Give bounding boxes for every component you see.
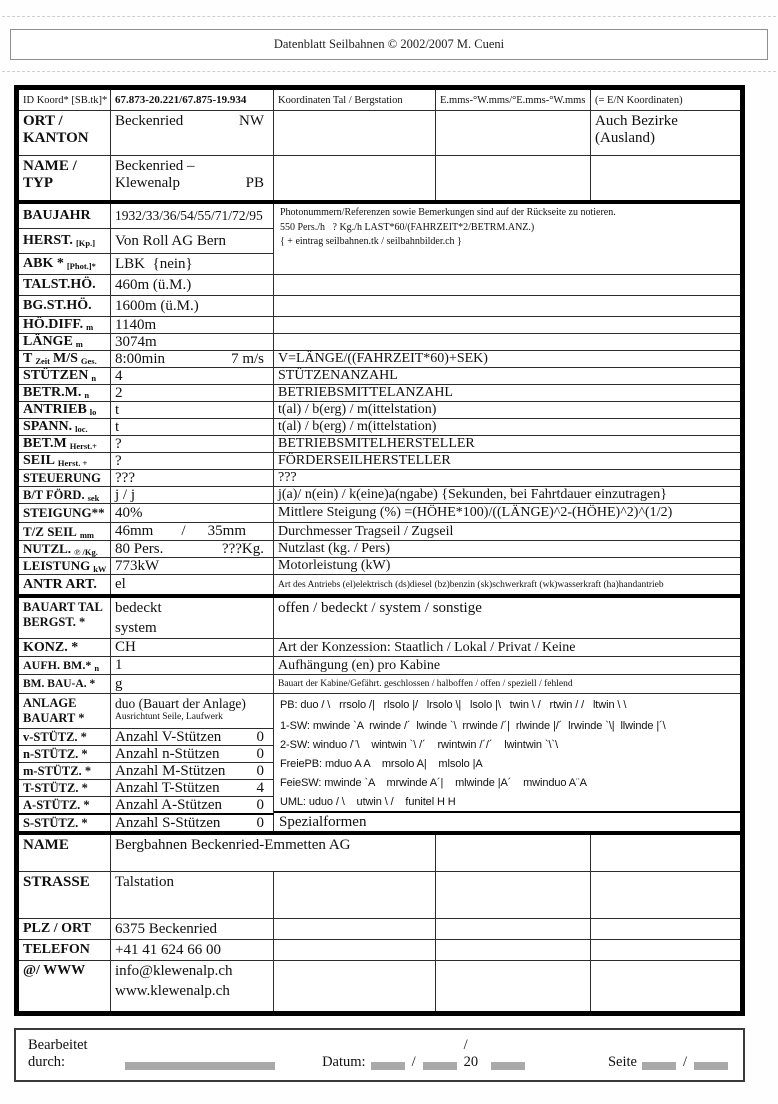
- table-row: [19, 872, 740, 919]
- row-value: el: [111, 575, 274, 594]
- row-value: 3074m: [111, 334, 274, 350]
- table-row: [19, 657, 740, 675]
- row-label: LÄNGE m: [19, 334, 111, 350]
- code-line: PB: duo / \ rrsolo /| rlsolo |/ lrsolo \| lsolo |\ twin \ / rtwin / / ltwin \ \: [280, 699, 627, 711]
- anlage-left: [19, 694, 274, 831]
- row-cell: [436, 961, 591, 1011]
- row-value: info@klewenalp.ch www.klewenalp.ch: [111, 961, 274, 1011]
- row-desc: offen / bedeckt / system / sonstige: [278, 600, 482, 616]
- row-label: B/T FÖRD. sek: [19, 487, 111, 503]
- row-label: T Zeit M/S Ges.: [19, 351, 111, 367]
- row-value: 2: [111, 385, 274, 401]
- table-row: [19, 351, 740, 368]
- row-label: SPANN. loc.: [19, 419, 111, 435]
- row-label: ORT / KANTON: [19, 111, 111, 155]
- row-value: 1: [111, 657, 274, 674]
- table-row: [19, 835, 740, 872]
- row-value: Anzahl T-Stützen 4: [111, 780, 274, 796]
- row-cell: [274, 940, 436, 960]
- row-value: 1600m (ü.M.): [111, 296, 274, 316]
- row-value: t: [111, 402, 274, 418]
- row-desc: STÜTZENANZAHL: [278, 368, 398, 383]
- row-label: TALST.HÖ.: [19, 275, 111, 295]
- row-label: BAUJAHR: [19, 204, 111, 228]
- row-value: 1932/33/36/54/55/71/72/95: [111, 204, 274, 228]
- table-row: [19, 453, 740, 470]
- table-row: [19, 558, 740, 575]
- table-row: [19, 334, 740, 351]
- row-value: Anzahl n-Stützen 0: [111, 746, 274, 762]
- row-value: 8:00min 7 m/s: [111, 351, 274, 367]
- row-label: SEIL Herst. +: [19, 453, 111, 469]
- row-label: PLZ / ORT: [19, 919, 111, 939]
- table-row: [19, 487, 740, 504]
- row-label: HERST. [Kp.]: [19, 229, 111, 253]
- row-desc: Aufhängung (en) pro Kabine: [278, 657, 441, 673]
- table-row: [19, 694, 274, 729]
- table-row: [19, 156, 740, 200]
- row-label: ANTRIEB lo: [19, 402, 111, 418]
- row-value: t: [111, 419, 274, 435]
- row-value: ???: [111, 470, 274, 486]
- page-total-blank-field[interactable]: [694, 1062, 728, 1070]
- row-value: 40%: [111, 504, 274, 522]
- table-row: [19, 504, 740, 523]
- row-value: LBK {nein}: [111, 254, 274, 274]
- row-label: ABK * [Phot.]*: [19, 254, 111, 274]
- row-label: BM. BAU-A. *: [19, 675, 111, 693]
- row-cell: Auch Bezirke (Ausland): [595, 113, 678, 146]
- anlage-codes: [274, 694, 740, 831]
- row-cell: Koordinaten Tal / Bergstation: [274, 90, 436, 110]
- row-desc: [274, 275, 740, 295]
- row-value: 46mm / 35mm: [111, 523, 274, 540]
- note-line: Photonummern/Referenzen sowie Bemerkungen sind auf der Rückseite zu notieren.: [280, 207, 616, 218]
- row-desc: BETRIEBSMITELHERSTELLER: [278, 436, 475, 451]
- row-value: 6375 Beckenried: [111, 919, 274, 939]
- row-desc: j(a)/ n(ein) / k(eine)a(ngabe) {Sekunden, bei Fahrtdauer einzutragen}: [278, 487, 667, 502]
- table-row: [19, 317, 740, 334]
- row-value: 773kW: [111, 558, 274, 574]
- date-year-blank-field[interactable]: [491, 1062, 525, 1070]
- baujahr-block: [19, 204, 740, 275]
- date-day-blank-field[interactable]: [371, 1062, 405, 1070]
- row-cell: [436, 111, 591, 155]
- row-cell: [274, 919, 436, 939]
- row-desc: Mittlere Steigung (%) =(HÖHE*100)/((LÄNGE)^2-(HÖHE)^2)^(1/2): [278, 505, 673, 520]
- page-header-box: [10, 29, 768, 60]
- table-row: [19, 368, 740, 385]
- row-label: NAME: [19, 835, 111, 871]
- edited-by-label: Bearbeitet durch:: [28, 1037, 88, 1070]
- row-desc: ???: [278, 470, 297, 485]
- table-row: [19, 275, 740, 296]
- row-label: ANLAGE BAUART *: [19, 694, 111, 728]
- row-cell: [274, 872, 436, 918]
- row-label: T-STÜTZ. *: [19, 780, 111, 796]
- table-row: [19, 729, 274, 746]
- table-row: [19, 598, 740, 639]
- table-row: [19, 961, 740, 1011]
- row-cell: [274, 111, 436, 155]
- table-row: [19, 204, 274, 229]
- row-label: STEUERUNG: [19, 470, 111, 486]
- row-cell: (= E/N Koordinaten): [595, 94, 683, 106]
- page-label: Seite: [607, 1054, 637, 1070]
- row-label: STEIGUNG**: [19, 504, 111, 522]
- table-row: [19, 639, 740, 657]
- row-value: Anzahl S-Stützen 0: [111, 815, 274, 831]
- row-cell: [436, 919, 591, 939]
- row-value: Talstation: [111, 872, 274, 918]
- code-line: UML: uduo / \ utwin \ / funitel H H: [280, 795, 456, 808]
- table-row: [19, 90, 740, 111]
- row-value: CH: [111, 639, 274, 656]
- row-value: 460m (ü.M.): [111, 275, 274, 295]
- date-year-prefix: / 20: [463, 1037, 479, 1070]
- row-label: STÜTZEN n: [19, 368, 111, 384]
- row-label: NUTZL. ℗ /Kg.: [19, 541, 111, 557]
- row-value: +41 41 624 66 00: [111, 940, 274, 960]
- row-cell: [591, 872, 740, 918]
- note-line: { + eintrag seilbahnen.tk / seilbahnbilder.ch }: [280, 236, 462, 247]
- table-row: [19, 675, 740, 694]
- table-row: [19, 111, 740, 156]
- page-title: Datenblatt Seilbahnen © 2002/2007 M. Cueni: [273, 37, 505, 51]
- row-desc: Motorleistung (kW): [278, 558, 391, 573]
- row-cell: [591, 156, 740, 200]
- page-separator: /: [682, 1054, 687, 1070]
- code-line: 1-SW: mwinde `A rwinde /´ lwinde `\ rrwinde /´| rlwinde |/´ lrwinde `\| llwinde |´\: [280, 719, 666, 732]
- table-row: [19, 919, 740, 940]
- row-value: g: [111, 675, 274, 693]
- row-cell: [436, 156, 591, 200]
- row-desc: [274, 296, 740, 316]
- table-row: [19, 813, 274, 831]
- table-row: [19, 763, 274, 780]
- row-label: ANTR ART.: [19, 575, 111, 594]
- table-row: [19, 746, 274, 763]
- row-value: Beckenried NW: [111, 111, 274, 155]
- row-label: BET.M Herst.+: [19, 436, 111, 452]
- row-value: j / j: [111, 487, 274, 503]
- datasheet-table: [14, 85, 745, 1016]
- row-value: 1140m: [111, 317, 274, 333]
- anlage-block: [19, 694, 740, 831]
- row-cell: [436, 940, 591, 960]
- table-row: [19, 575, 740, 594]
- page-number-blank-field[interactable]: [642, 1062, 676, 1070]
- row-value: bedeckt system: [111, 598, 274, 638]
- date-label: Datum:: [322, 1054, 366, 1070]
- row-value: 80 Pers. ???Kg.: [111, 541, 274, 557]
- baujahr-left: [19, 204, 274, 274]
- row-desc: Art des Antriebs (el)elektrisch (ds)diesel (bz)benzin (sk)schwerkraft (wk)wasserkraft (ha)handantrieb: [278, 579, 664, 590]
- row-desc: Durchmesser Tragseil / Zugseil: [278, 523, 454, 539]
- row-label: AUFH. BM.* n: [19, 657, 111, 674]
- row-desc: BETRIEBSMITTELANZAHL: [278, 385, 453, 400]
- table-row: [19, 436, 740, 453]
- row-desc: V=LÄNGE/((FAHRZEIT*60)+SEK): [278, 351, 488, 366]
- date-month-blank-field[interactable]: [423, 1062, 457, 1070]
- row-cell: [436, 835, 591, 871]
- table-row: [19, 419, 740, 436]
- table-row: [19, 780, 274, 797]
- row-value: duo (Bauart der Anlage) Ausrichtunt Seile, Laufwerk: [111, 694, 274, 728]
- table-row: [19, 229, 274, 254]
- row-label: T/Z SEIL mm: [19, 523, 111, 540]
- row-value: ?: [111, 453, 274, 469]
- row-label: BETR.M. n: [19, 385, 111, 401]
- table-row: [19, 402, 740, 419]
- table-row: [19, 940, 740, 961]
- spezialformen-label: Spezialformen: [279, 813, 367, 830]
- row-label: NAME / TYP: [19, 156, 111, 200]
- photo-note: [274, 204, 740, 274]
- row-desc: FÖRDERSEILHERSTELLER: [278, 453, 451, 468]
- row-label: A-STÜTZ. *: [19, 797, 111, 813]
- row-label: BAUART TAL BERGST. *: [19, 598, 111, 638]
- row-desc: [274, 317, 740, 333]
- row-label: BG.ST.HÖ.: [19, 296, 111, 316]
- row-desc: Art der Konzession: Staatlich / Lokal / Privat / Keine: [278, 639, 576, 655]
- edited-by-blank-field[interactable]: [125, 1062, 275, 1070]
- table-row: [19, 523, 740, 541]
- table-row: [19, 541, 740, 558]
- row-desc: t(al) / b(erg) / m(ittelstation): [278, 402, 437, 417]
- row-label: n-STÜTZ. *: [19, 746, 111, 762]
- row-cell: [591, 835, 740, 871]
- row-value: Anzahl M-Stützen 0: [111, 763, 274, 779]
- table-row: [19, 797, 274, 813]
- code-line: FreiePB: mduo A A mrsolo A| mlsolo |A: [280, 757, 483, 770]
- table-row: [19, 296, 740, 317]
- row-desc: Nutzlast (kg. / Pers): [278, 541, 390, 556]
- code-line: FeieSW: mwinde `A mrwinde A´| mlwinde |A´ mwinduo A¨A: [280, 776, 587, 789]
- row-cell: [591, 961, 740, 1011]
- row-label: v-STÜTZ. *: [19, 729, 111, 745]
- row-label: KONZ. *: [19, 639, 111, 656]
- row-cell: [436, 872, 591, 918]
- row-value: 4: [111, 368, 274, 384]
- row-label: m-STÜTZ. *: [19, 763, 111, 779]
- row-desc: [274, 334, 740, 350]
- row-label: @/ WWW: [19, 961, 111, 1011]
- date-separator: /: [411, 1054, 416, 1070]
- row-label: ID Koord* [SB.tk]*: [19, 90, 111, 110]
- row-label: S-STÜTZ. *: [19, 815, 111, 831]
- note-line: 550 Pers./h ? Kg./h LAST*60/(FAHRZEIT*2/BETRM.ANZ.): [280, 221, 535, 233]
- row-value: Beckenried – Klewenalp PB: [111, 156, 274, 200]
- row-label: HÖ.DIFF. m: [19, 317, 111, 333]
- row-value: Anzahl V-Stützen 0: [111, 729, 274, 745]
- row-value: Anzahl A-Stützen 0: [111, 797, 274, 813]
- row-desc: t(al) / b(erg) / m(ittelstation): [278, 419, 437, 434]
- row-cell: [591, 940, 740, 960]
- footer-form: [14, 1028, 745, 1082]
- row-cell: [274, 961, 436, 1011]
- row-desc: Bauart der Kabine/Gefährt. geschlossen / halboffen / offen / speziell / fehlend: [278, 679, 573, 689]
- row-label: TELEFON: [19, 940, 111, 960]
- table-row: [19, 385, 740, 402]
- row-label: LEISTUNG kW: [19, 558, 111, 574]
- row-label: STRASSE: [19, 872, 111, 918]
- perforation-line-2: [2, 71, 776, 72]
- row-cell: [274, 156, 436, 200]
- row-value: ?: [111, 436, 274, 452]
- row-cell: E.mms-°W.mms/°E.mms-°W.mms: [436, 90, 591, 110]
- perforation-line-top: [2, 16, 776, 17]
- code-line: 2-SW: winduo /¨\ wintwin `\ /´ rwintwin /´/´ lwintwin `\`\: [280, 738, 558, 751]
- row-value: Von Roll AG Bern: [111, 229, 274, 253]
- row-value: 67.873-20.221/67.875-19.934: [111, 90, 274, 110]
- table-row: [19, 470, 740, 487]
- row-value: Bergbahnen Beckenried-Emmetten AG: [111, 835, 436, 871]
- row-cell: [591, 919, 740, 939]
- table-row: [19, 254, 274, 274]
